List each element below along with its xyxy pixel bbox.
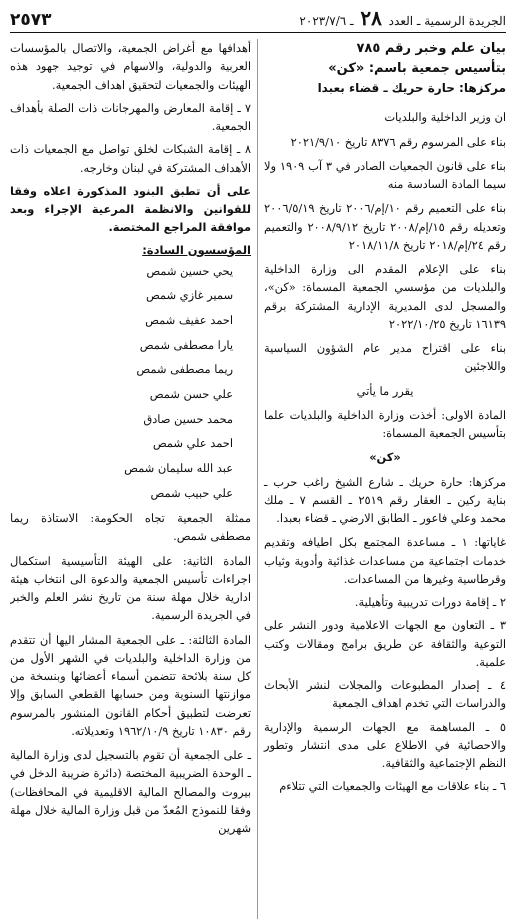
- founders-heading: المؤسسون السادة:: [142, 242, 251, 257]
- founder-name: علي حسن شمص: [149, 386, 233, 401]
- issue-date: ـ ٢٠٢٣/٧/٦: [299, 14, 354, 28]
- article-three: المادة الثالثة: ـ على الجمعية المشار اليها أن تتقدم من وزارة الداخلية والبلديات في الشهر الأول من كل سنة بلائحة تتضمن أسماء أعضائها وبنسخة من موازنتها السنوية ومن حسابها القطعي السابق وإلا تعرضت لتطبيق أحكام القانون المنشور بالمرسوم رقم ١٠٨٣٠ تاريخ ١٩٦٢/١٠/٩ وتعديلاته.: [10, 632, 251, 738]
- right-column: [258, 39, 506, 919]
- gazette-name: الجريدة الرسمية ـ العدد: [388, 14, 506, 28]
- goal-item: ٢ ـ إقامة دورات تدريبية وتأهيلية.: [354, 595, 506, 610]
- goal-item: ٨ ـ إقامة الشبكات لخلق تواصل مع الجمعيات ذات الأهداف المشتركة في لبنان وخارجه.: [10, 142, 251, 175]
- basis-notification: بناء على الإعلام المقدم الى وزارة الداخلية والبلديات من مؤسسي الجمعية المسماة: «كن»، والمسجل لدى المديرية الإدارية المشتركة برقم ١٦١٣٩ تاريخ ٢٠٢٢/١٠/٢٥: [264, 262, 506, 331]
- article-one: المادة الاولى: أخذت وزارة الداخلية والبلديات علما بتأسيس الجمعية المسماة:: [264, 407, 506, 441]
- goals-list-continued: [10, 39, 251, 177]
- notice-association: بتأسيس جمعية باسم: «كن»: [328, 61, 506, 77]
- founder-name: علي حبيب شمص: [150, 485, 233, 500]
- article-three-registration: ـ على الجمعية أن تقوم بالتسجيل لدى وزارة المالية ـ الوحدة الضريبية المختصة (دائرة ضريبة الدخل في بيروت والمصالح المالية الاقليمية في المحافظات) وفقا للنموذج المُعدّ من قبل وزارة المالية خلال مهلة شهرين: [10, 748, 251, 836]
- page-number: ٢٥٧٣: [10, 10, 52, 30]
- goal-item: ٥ ـ المساهمة مع الجهات الرسمية والإدارية والاحصائية في الاطلاع على مدى انتشار وتطور النظم الإجتماعية والثقافية.: [264, 719, 506, 771]
- founder-name: يحي حسين شمص: [146, 263, 233, 278]
- founder-name: يارا مصطفى شمص: [139, 337, 233, 352]
- association-address: مركزها: حارة حريك ـ شارع الشيخ راغب حرب ـ بناية ركين ـ العقار رقم ٢٥١٩ ـ القسم ٧ ـ ملك محمد وعلي فاعور ـ الطابق الارضي ـ قضاء بعبدا.: [264, 474, 506, 526]
- basis-circulars: بناء على التعميم رقم ١٠/إم/٢٠٠٦ تاريخ ٢٠٠٦/٥/١٩ وتعديله رقم ١٥/إم/٢٠٠٨ تاريخ ٢٠٠٨/٩/١٢ والتعميم رقم ٢٤/إم/٢٠١٨ تاريخ ٢٠١٨/١١/٨: [264, 201, 506, 252]
- government-representative: ممثلة الجمعية تجاه الحكومة: الاستاذة ريما مصطفى شمص.: [10, 511, 251, 544]
- founder-name: ريما مصطفى شمص: [136, 362, 233, 377]
- page-header: [10, 6, 506, 33]
- notice-title: بيان علم وخبر رقم ٧٨٥: [356, 41, 506, 56]
- basis-proposal: بناء على اقتراح مدير عام الشؤون السياسية واللاجئين: [264, 341, 506, 374]
- founder-name: احمد عفيف شمص: [145, 312, 233, 327]
- columns: [10, 39, 506, 919]
- association-name: «كن»: [369, 450, 401, 465]
- basis-decree: بناء على المرسوم رقم ٨٣٧٦ تاريخ ٢٠٢١/٩/١٠: [290, 134, 506, 149]
- goal-item: أهدافها مع أغراض الجمعية، والاتصال بالمؤسسات العربية والدولية، والاسهام في توجيد جهود هذه الهيئات والجمعيات لتحقيق اهداف الجمعية.: [10, 41, 251, 92]
- conditions-paragraph: على أن تطبق البنود المذكورة اعلاه وفقا للقوانين والانظمة المرعية الإجراء وبعد موافقة المراجع المختصة.: [10, 183, 251, 235]
- founders-list: [10, 263, 251, 503]
- notice-headquarters: مركزها: حارة حريك ـ قضاء بعبدا: [317, 81, 506, 96]
- decides-line: يقرر ما يأتي: [356, 383, 414, 398]
- gazette-title: [299, 6, 506, 30]
- minister-line: ان وزير الداخلية والبلديات: [384, 110, 506, 125]
- goal-item: ٦ ـ بناء علاقات مع الهيئات والجمعيات التي تتلاءم: [279, 779, 506, 794]
- founder-name: محمد حسين صادق: [143, 411, 233, 426]
- goals-list: [264, 533, 506, 795]
- founder-name: عبد الله سليمان شمص: [124, 460, 233, 475]
- issue-number: ٢٨: [360, 6, 382, 30]
- goal-item: ٧ ـ إقامة المعارض والمهرجانات ذات الصلة بأهداف الجمعية.: [10, 100, 251, 133]
- article-two: المادة الثانية: على الهيئة التأسيسية استكمال اجراءات تأسيس الجمعية والدعوة الى انتخاب هيئة ادارية خلال مهلة سنة من تاريخ نشر العلم والخبر في الجريدة الرسمية.: [10, 553, 251, 623]
- goal-item: غاياتها: ١ ـ مساعدة المجتمع بكل اطيافه وتقديم خدمات اجتماعية من مساعدات غذائية وأدوية وثياب وقرطاسية وغيرها من المساعدات.: [264, 535, 506, 586]
- founder-name: سمير غازي شمص: [145, 288, 233, 303]
- goal-item: ٤ ـ إصدار المطبوعات والمجلات لنشر الأبحاث والدراسات التي تخدم اهداف الجمعية: [264, 678, 506, 711]
- basis-law: بناء على قانون الجمعيات الصادر في ٣ آب ١٩٠٩ ولا سيما المادة السادسة منه: [264, 158, 506, 192]
- goal-item: ٣ ـ التعاون مع الجهات الاعلامية ودور النشر على التوعية والثقافة عن طريق برامج ومقالات وكتب علمية.: [264, 618, 506, 669]
- founder-name: احمد علي شمص: [152, 436, 233, 451]
- left-column: [10, 39, 258, 919]
